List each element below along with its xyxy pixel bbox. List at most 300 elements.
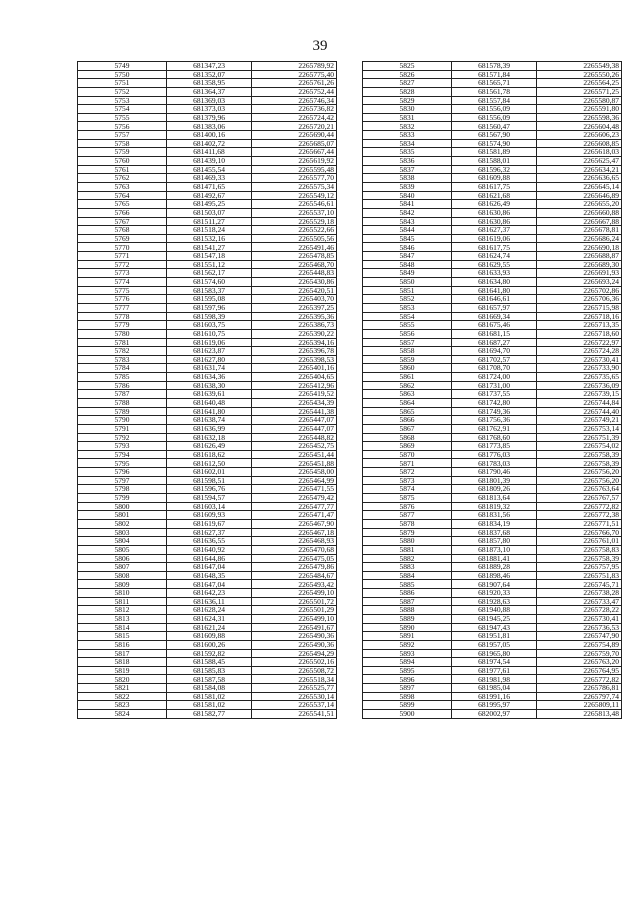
x-coordinate-cell: 681756,36 bbox=[452, 416, 537, 425]
point-number-cell: 5877 bbox=[363, 511, 452, 520]
y-coordinate-cell: 2265434,39 bbox=[252, 398, 337, 407]
y-coordinate-cell: 2265441,38 bbox=[252, 407, 337, 416]
point-number-cell: 5769 bbox=[78, 234, 167, 243]
x-coordinate-cell: 681583,37 bbox=[167, 286, 252, 295]
table-row bbox=[78, 278, 337, 287]
table-row bbox=[363, 122, 622, 131]
y-coordinate-cell: 2265730,41 bbox=[537, 615, 622, 624]
x-coordinate-cell: 681974,54 bbox=[452, 658, 537, 667]
x-coordinate-cell: 681898,46 bbox=[452, 571, 537, 580]
point-number-cell: 5793 bbox=[78, 442, 167, 451]
x-coordinate-cell: 681541,27 bbox=[167, 243, 252, 252]
y-coordinate-cell: 2265625,47 bbox=[537, 157, 622, 166]
table-row bbox=[363, 623, 622, 632]
x-coordinate-cell: 681837,68 bbox=[452, 528, 537, 537]
point-number-cell: 5888 bbox=[363, 606, 452, 615]
y-coordinate-cell: 2265549,12 bbox=[252, 191, 337, 200]
y-coordinate-cell: 2265736,82 bbox=[252, 105, 337, 114]
point-number-cell: 5804 bbox=[78, 537, 167, 546]
point-number-cell: 5790 bbox=[78, 416, 167, 425]
y-coordinate-cell: 2265448,82 bbox=[252, 433, 337, 442]
point-number-cell: 5858 bbox=[363, 347, 452, 356]
point-number-cell: 5768 bbox=[78, 226, 167, 235]
x-coordinate-cell: 681640,92 bbox=[167, 545, 252, 554]
point-number-cell: 5887 bbox=[363, 597, 452, 606]
y-coordinate-cell: 2265688,87 bbox=[537, 252, 622, 261]
table-row bbox=[363, 658, 622, 667]
point-number-cell: 5805 bbox=[78, 545, 167, 554]
x-coordinate-cell: 681831,56 bbox=[452, 511, 537, 520]
point-number-cell: 5844 bbox=[363, 226, 452, 235]
table-row bbox=[78, 519, 337, 528]
x-coordinate-cell: 681596,32 bbox=[452, 165, 537, 174]
y-coordinate-cell: 2265468,93 bbox=[252, 537, 337, 546]
x-coordinate-cell: 681634,36 bbox=[167, 373, 252, 382]
table-row bbox=[363, 545, 622, 554]
x-coordinate-cell: 681762,91 bbox=[452, 424, 537, 433]
x-coordinate-cell: 681675,46 bbox=[452, 321, 537, 330]
x-coordinate-cell: 681603,75 bbox=[167, 321, 252, 330]
y-coordinate-cell: 2265397,25 bbox=[252, 303, 337, 312]
point-number-cell: 5896 bbox=[363, 675, 452, 684]
table-row bbox=[363, 131, 622, 140]
x-coordinate-cell: 681687,27 bbox=[452, 338, 537, 347]
x-coordinate-cell: 681977,61 bbox=[452, 666, 537, 675]
y-coordinate-cell: 2265746,34 bbox=[252, 96, 337, 105]
x-coordinate-cell: 681565,71 bbox=[452, 79, 537, 88]
point-number-cell: 5802 bbox=[78, 519, 167, 528]
x-coordinate-cell: 681638,30 bbox=[167, 381, 252, 390]
table-row bbox=[78, 295, 337, 304]
x-coordinate-cell: 681627,80 bbox=[167, 355, 252, 364]
x-coordinate-cell: 681642,23 bbox=[167, 589, 252, 598]
point-number-cell: 5753 bbox=[78, 96, 167, 105]
x-coordinate-cell: 681790,46 bbox=[452, 468, 537, 477]
x-coordinate-cell: 681469,33 bbox=[167, 174, 252, 183]
point-number-cell: 5775 bbox=[78, 286, 167, 295]
table-row bbox=[363, 459, 622, 468]
y-coordinate-cell: 2265772,38 bbox=[537, 511, 622, 520]
table-row bbox=[78, 494, 337, 503]
x-coordinate-cell: 681547,18 bbox=[167, 252, 252, 261]
x-coordinate-cell: 681657,97 bbox=[452, 303, 537, 312]
y-coordinate-cell: 2265744,40 bbox=[537, 407, 622, 416]
point-number-cell: 5818 bbox=[78, 658, 167, 667]
table-row bbox=[78, 580, 337, 589]
y-coordinate-cell: 2265537,14 bbox=[252, 701, 337, 710]
table-row bbox=[78, 174, 337, 183]
x-coordinate-cell: 681588,45 bbox=[167, 658, 252, 667]
table-row bbox=[78, 208, 337, 217]
table-row bbox=[78, 96, 337, 105]
point-number-cell: 5851 bbox=[363, 286, 452, 295]
point-number-cell: 5770 bbox=[78, 243, 167, 252]
x-coordinate-cell: 681610,75 bbox=[167, 329, 252, 338]
y-coordinate-cell: 2265660,88 bbox=[537, 208, 622, 217]
x-coordinate-cell: 681402,72 bbox=[167, 139, 252, 148]
table-row bbox=[78, 105, 337, 114]
point-number-cell: 5848 bbox=[363, 260, 452, 269]
table-row bbox=[363, 632, 622, 641]
table-row bbox=[78, 615, 337, 624]
table-row bbox=[363, 113, 622, 122]
y-coordinate-cell: 2265724,42 bbox=[252, 113, 337, 122]
y-coordinate-cell: 2265394,16 bbox=[252, 338, 337, 347]
page-number: 39 bbox=[312, 38, 328, 54]
y-coordinate-cell: 2265728,22 bbox=[537, 606, 622, 615]
point-number-cell: 5772 bbox=[78, 260, 167, 269]
y-coordinate-cell: 2265530,14 bbox=[252, 692, 337, 701]
y-coordinate-cell: 2265772,82 bbox=[537, 502, 622, 511]
x-coordinate-cell: 681532,16 bbox=[167, 234, 252, 243]
x-coordinate-cell: 681556,09 bbox=[452, 105, 537, 114]
point-number-cell: 5880 bbox=[363, 537, 452, 546]
x-coordinate-cell: 681567,90 bbox=[452, 131, 537, 140]
y-coordinate-cell: 2265715,98 bbox=[537, 303, 622, 312]
point-number-cell: 5870 bbox=[363, 450, 452, 459]
point-number-cell: 5900 bbox=[363, 710, 452, 719]
x-coordinate-cell: 681928,63 bbox=[452, 597, 537, 606]
table-row bbox=[78, 398, 337, 407]
table-row bbox=[363, 615, 622, 624]
x-coordinate-cell: 681647,04 bbox=[167, 563, 252, 572]
point-number-cell: 5881 bbox=[363, 545, 452, 554]
table-row bbox=[363, 338, 622, 347]
point-number-cell: 5898 bbox=[363, 692, 452, 701]
x-coordinate-cell: 681623,87 bbox=[167, 347, 252, 356]
point-number-cell: 5846 bbox=[363, 243, 452, 252]
y-coordinate-cell: 2265738,28 bbox=[537, 589, 622, 598]
y-coordinate-cell: 2265479,86 bbox=[252, 563, 337, 572]
point-number-cell: 5833 bbox=[363, 131, 452, 140]
point-number-cell: 5776 bbox=[78, 295, 167, 304]
y-coordinate-cell: 2265706,36 bbox=[537, 295, 622, 304]
point-number-cell: 5798 bbox=[78, 485, 167, 494]
point-number-cell: 5760 bbox=[78, 157, 167, 166]
x-coordinate-cell: 681773,85 bbox=[452, 442, 537, 451]
y-coordinate-cell: 2265522,66 bbox=[252, 226, 337, 235]
x-coordinate-cell: 681641,80 bbox=[167, 407, 252, 416]
point-number-cell: 5784 bbox=[78, 364, 167, 373]
point-number-cell: 5788 bbox=[78, 398, 167, 407]
point-number-cell: 5755 bbox=[78, 113, 167, 122]
y-coordinate-cell: 2265739,15 bbox=[537, 390, 622, 399]
y-coordinate-cell: 2265686,24 bbox=[537, 234, 622, 243]
x-coordinate-cell: 681809,26 bbox=[452, 485, 537, 494]
y-coordinate-cell: 2265451,44 bbox=[252, 450, 337, 459]
coordinates-table bbox=[77, 61, 337, 719]
y-coordinate-cell: 2265786,81 bbox=[537, 684, 622, 693]
table-body bbox=[78, 62, 337, 719]
table-row bbox=[78, 684, 337, 693]
y-coordinate-cell: 2265447,07 bbox=[252, 424, 337, 433]
y-coordinate-cell: 2265493,42 bbox=[252, 580, 337, 589]
x-coordinate-cell: 681603,14 bbox=[167, 502, 252, 511]
point-number-cell: 5849 bbox=[363, 269, 452, 278]
table-row bbox=[363, 476, 622, 485]
y-coordinate-cell: 2265598,36 bbox=[537, 113, 622, 122]
point-number-cell: 5824 bbox=[78, 710, 167, 719]
table-row bbox=[78, 476, 337, 485]
y-coordinate-cell: 2265733,90 bbox=[537, 364, 622, 373]
y-coordinate-cell: 2265499,10 bbox=[252, 589, 337, 598]
y-coordinate-cell: 2265751,83 bbox=[537, 571, 622, 580]
y-coordinate-cell: 2265718,16 bbox=[537, 312, 622, 321]
y-coordinate-cell: 2265505,56 bbox=[252, 234, 337, 243]
y-coordinate-cell: 2265758,39 bbox=[537, 554, 622, 563]
y-coordinate-cell: 2265775,40 bbox=[252, 70, 337, 79]
x-coordinate-cell: 681634,80 bbox=[452, 278, 537, 287]
x-coordinate-cell: 681619,06 bbox=[167, 338, 252, 347]
table-row bbox=[78, 252, 337, 261]
y-coordinate-cell: 2265501,29 bbox=[252, 606, 337, 615]
x-coordinate-cell: 681609,93 bbox=[167, 511, 252, 520]
table-row bbox=[78, 623, 337, 632]
x-coordinate-cell: 681619,06 bbox=[452, 234, 537, 243]
y-coordinate-cell: 2265448,83 bbox=[252, 269, 337, 278]
y-coordinate-cell: 2265757,95 bbox=[537, 563, 622, 572]
table-row bbox=[78, 122, 337, 131]
point-number-cell: 5763 bbox=[78, 182, 167, 191]
y-coordinate-cell: 2265767,57 bbox=[537, 494, 622, 503]
x-coordinate-cell: 681574,60 bbox=[167, 278, 252, 287]
table-row bbox=[78, 528, 337, 537]
y-coordinate-cell: 2265646,89 bbox=[537, 191, 622, 200]
table-row bbox=[363, 62, 622, 71]
x-coordinate-cell: 681641,80 bbox=[452, 286, 537, 295]
table-row bbox=[363, 485, 622, 494]
table-row bbox=[78, 424, 337, 433]
x-coordinate-cell: 681681,15 bbox=[452, 329, 537, 338]
x-coordinate-cell: 681471,65 bbox=[167, 182, 252, 191]
table-row bbox=[78, 157, 337, 166]
table-row bbox=[78, 675, 337, 684]
y-coordinate-cell: 2265546,61 bbox=[252, 200, 337, 209]
y-coordinate-cell: 2265618,03 bbox=[537, 148, 622, 157]
x-coordinate-cell: 681596,76 bbox=[167, 485, 252, 494]
x-coordinate-cell: 681627,37 bbox=[167, 528, 252, 537]
y-coordinate-cell: 2265494,29 bbox=[252, 649, 337, 658]
table-row bbox=[363, 424, 622, 433]
y-coordinate-cell: 2265718,60 bbox=[537, 329, 622, 338]
point-number-cell: 5876 bbox=[363, 502, 452, 511]
table-row bbox=[78, 459, 337, 468]
table-row bbox=[78, 450, 337, 459]
x-coordinate-cell: 681556,09 bbox=[452, 113, 537, 122]
point-number-cell: 5816 bbox=[78, 640, 167, 649]
point-number-cell: 5885 bbox=[363, 580, 452, 589]
point-number-cell: 5789 bbox=[78, 407, 167, 416]
y-coordinate-cell: 2265754,02 bbox=[537, 442, 622, 451]
table-body bbox=[363, 62, 622, 719]
table-row bbox=[78, 442, 337, 451]
point-number-cell: 5853 bbox=[363, 303, 452, 312]
point-number-cell: 5847 bbox=[363, 252, 452, 261]
y-coordinate-cell: 2265484,67 bbox=[252, 571, 337, 580]
point-number-cell: 5873 bbox=[363, 476, 452, 485]
y-coordinate-cell: 2265736,53 bbox=[537, 623, 622, 632]
x-coordinate-cell: 681881,41 bbox=[452, 554, 537, 563]
table-row bbox=[78, 692, 337, 701]
x-coordinate-cell: 681588,01 bbox=[452, 157, 537, 166]
table-row bbox=[78, 303, 337, 312]
y-coordinate-cell: 2265580,87 bbox=[537, 96, 622, 105]
y-coordinate-cell: 2265606,23 bbox=[537, 131, 622, 140]
point-number-cell: 5827 bbox=[363, 79, 452, 88]
x-coordinate-cell: 681638,74 bbox=[167, 416, 252, 425]
point-number-cell: 5808 bbox=[78, 571, 167, 580]
point-number-cell: 5806 bbox=[78, 554, 167, 563]
x-coordinate-cell: 681945,25 bbox=[452, 615, 537, 624]
point-number-cell: 5754 bbox=[78, 105, 167, 114]
x-coordinate-cell: 681492,67 bbox=[167, 191, 252, 200]
point-number-cell: 5892 bbox=[363, 640, 452, 649]
point-number-cell: 5894 bbox=[363, 658, 452, 667]
y-coordinate-cell: 2265608,85 bbox=[537, 139, 622, 148]
table-row bbox=[363, 494, 622, 503]
x-coordinate-cell: 681574,90 bbox=[452, 139, 537, 148]
x-coordinate-cell: 681630,86 bbox=[452, 217, 537, 226]
point-number-cell: 5765 bbox=[78, 200, 167, 209]
y-coordinate-cell: 2265691,93 bbox=[537, 269, 622, 278]
point-number-cell: 5863 bbox=[363, 390, 452, 399]
coordinates-table-right bbox=[362, 61, 622, 719]
point-number-cell: 5889 bbox=[363, 615, 452, 624]
x-coordinate-cell: 681783,03 bbox=[452, 459, 537, 468]
y-coordinate-cell: 2265541,51 bbox=[252, 710, 337, 719]
x-coordinate-cell: 681600,26 bbox=[167, 640, 252, 649]
table-row bbox=[363, 139, 622, 148]
point-number-cell: 5752 bbox=[78, 87, 167, 96]
point-number-cell: 5774 bbox=[78, 278, 167, 287]
table-row bbox=[363, 79, 622, 88]
x-coordinate-cell: 681595,08 bbox=[167, 295, 252, 304]
y-coordinate-cell: 2265655,20 bbox=[537, 200, 622, 209]
x-coordinate-cell: 681889,28 bbox=[452, 563, 537, 572]
table-row bbox=[78, 390, 337, 399]
table-row bbox=[78, 485, 337, 494]
table-row bbox=[363, 347, 622, 356]
x-coordinate-cell: 682002,97 bbox=[452, 710, 537, 719]
x-coordinate-cell: 681985,04 bbox=[452, 684, 537, 693]
point-number-cell: 5840 bbox=[363, 191, 452, 200]
point-number-cell: 5801 bbox=[78, 511, 167, 520]
point-number-cell: 5875 bbox=[363, 494, 452, 503]
point-number-cell: 5843 bbox=[363, 217, 452, 226]
point-number-cell: 5799 bbox=[78, 494, 167, 503]
x-coordinate-cell: 681439,10 bbox=[167, 157, 252, 166]
table-row bbox=[363, 692, 622, 701]
x-coordinate-cell: 681631,74 bbox=[167, 364, 252, 373]
x-coordinate-cell: 681581,89 bbox=[452, 148, 537, 157]
table-row bbox=[78, 182, 337, 191]
y-coordinate-cell: 2265749,21 bbox=[537, 416, 622, 425]
point-number-cell: 5834 bbox=[363, 139, 452, 148]
table-row bbox=[78, 113, 337, 122]
x-coordinate-cell: 681630,86 bbox=[452, 208, 537, 217]
x-coordinate-cell: 681581,02 bbox=[167, 701, 252, 710]
y-coordinate-cell: 2265736,09 bbox=[537, 381, 622, 390]
x-coordinate-cell: 681940,88 bbox=[452, 606, 537, 615]
point-number-cell: 5779 bbox=[78, 321, 167, 330]
x-coordinate-cell: 681411,68 bbox=[167, 148, 252, 157]
point-number-cell: 5838 bbox=[363, 174, 452, 183]
table-row bbox=[363, 286, 622, 295]
x-coordinate-cell: 681598,51 bbox=[167, 476, 252, 485]
table-row bbox=[363, 157, 622, 166]
x-coordinate-cell: 681669,34 bbox=[452, 312, 537, 321]
point-number-cell: 5812 bbox=[78, 606, 167, 615]
table-row bbox=[363, 165, 622, 174]
x-coordinate-cell: 681578,39 bbox=[452, 62, 537, 71]
x-coordinate-cell: 681995,97 bbox=[452, 701, 537, 710]
table-row bbox=[78, 234, 337, 243]
y-coordinate-cell: 2265491,67 bbox=[252, 623, 337, 632]
point-number-cell: 5751 bbox=[78, 79, 167, 88]
x-coordinate-cell: 681776,03 bbox=[452, 450, 537, 459]
table-row bbox=[363, 381, 622, 390]
x-coordinate-cell: 681352,07 bbox=[167, 70, 252, 79]
y-coordinate-cell: 2265499,10 bbox=[252, 615, 337, 624]
x-coordinate-cell: 681957,05 bbox=[452, 640, 537, 649]
x-coordinate-cell: 681621,24 bbox=[167, 623, 252, 632]
x-coordinate-cell: 681400,16 bbox=[167, 131, 252, 140]
point-number-cell: 5780 bbox=[78, 329, 167, 338]
point-number-cell: 5852 bbox=[363, 295, 452, 304]
x-coordinate-cell: 681379,96 bbox=[167, 113, 252, 122]
y-coordinate-cell: 2265529,18 bbox=[252, 217, 337, 226]
point-number-cell: 5835 bbox=[363, 148, 452, 157]
x-coordinate-cell: 681731,00 bbox=[452, 381, 537, 390]
y-coordinate-cell: 2265386,73 bbox=[252, 321, 337, 330]
table-row bbox=[363, 295, 622, 304]
point-number-cell: 5883 bbox=[363, 563, 452, 572]
point-number-cell: 5792 bbox=[78, 433, 167, 442]
table-row bbox=[363, 96, 622, 105]
x-coordinate-cell: 681562,17 bbox=[167, 269, 252, 278]
table-row bbox=[363, 390, 622, 399]
table-row bbox=[78, 269, 337, 278]
point-number-cell: 5787 bbox=[78, 390, 167, 399]
point-number-cell: 5762 bbox=[78, 174, 167, 183]
x-coordinate-cell: 681383,06 bbox=[167, 122, 252, 131]
y-coordinate-cell: 2265759,70 bbox=[537, 649, 622, 658]
x-coordinate-cell: 681626,49 bbox=[167, 442, 252, 451]
x-coordinate-cell: 681965,80 bbox=[452, 649, 537, 658]
table-row bbox=[363, 433, 622, 442]
x-coordinate-cell: 681702,57 bbox=[452, 355, 537, 364]
y-coordinate-cell: 2265667,44 bbox=[252, 148, 337, 157]
x-coordinate-cell: 681582,77 bbox=[167, 710, 252, 719]
x-coordinate-cell: 681991,16 bbox=[452, 692, 537, 701]
table-row bbox=[78, 286, 337, 295]
x-coordinate-cell: 681571,84 bbox=[452, 70, 537, 79]
table-row bbox=[78, 62, 337, 71]
x-coordinate-cell: 681633,93 bbox=[452, 269, 537, 278]
y-coordinate-cell: 2265577,70 bbox=[252, 174, 337, 183]
x-coordinate-cell: 681503,07 bbox=[167, 208, 252, 217]
x-coordinate-cell: 681560,47 bbox=[452, 122, 537, 131]
y-coordinate-cell: 2265702,86 bbox=[537, 286, 622, 295]
y-coordinate-cell: 2265571,25 bbox=[537, 87, 622, 96]
y-coordinate-cell: 2265758,83 bbox=[537, 545, 622, 554]
x-coordinate-cell: 681518,24 bbox=[167, 226, 252, 235]
y-coordinate-cell: 2265754,89 bbox=[537, 640, 622, 649]
y-coordinate-cell: 2265537,10 bbox=[252, 208, 337, 217]
table-row bbox=[363, 571, 622, 580]
x-coordinate-cell: 681619,67 bbox=[167, 519, 252, 528]
x-coordinate-cell: 681587,58 bbox=[167, 675, 252, 684]
